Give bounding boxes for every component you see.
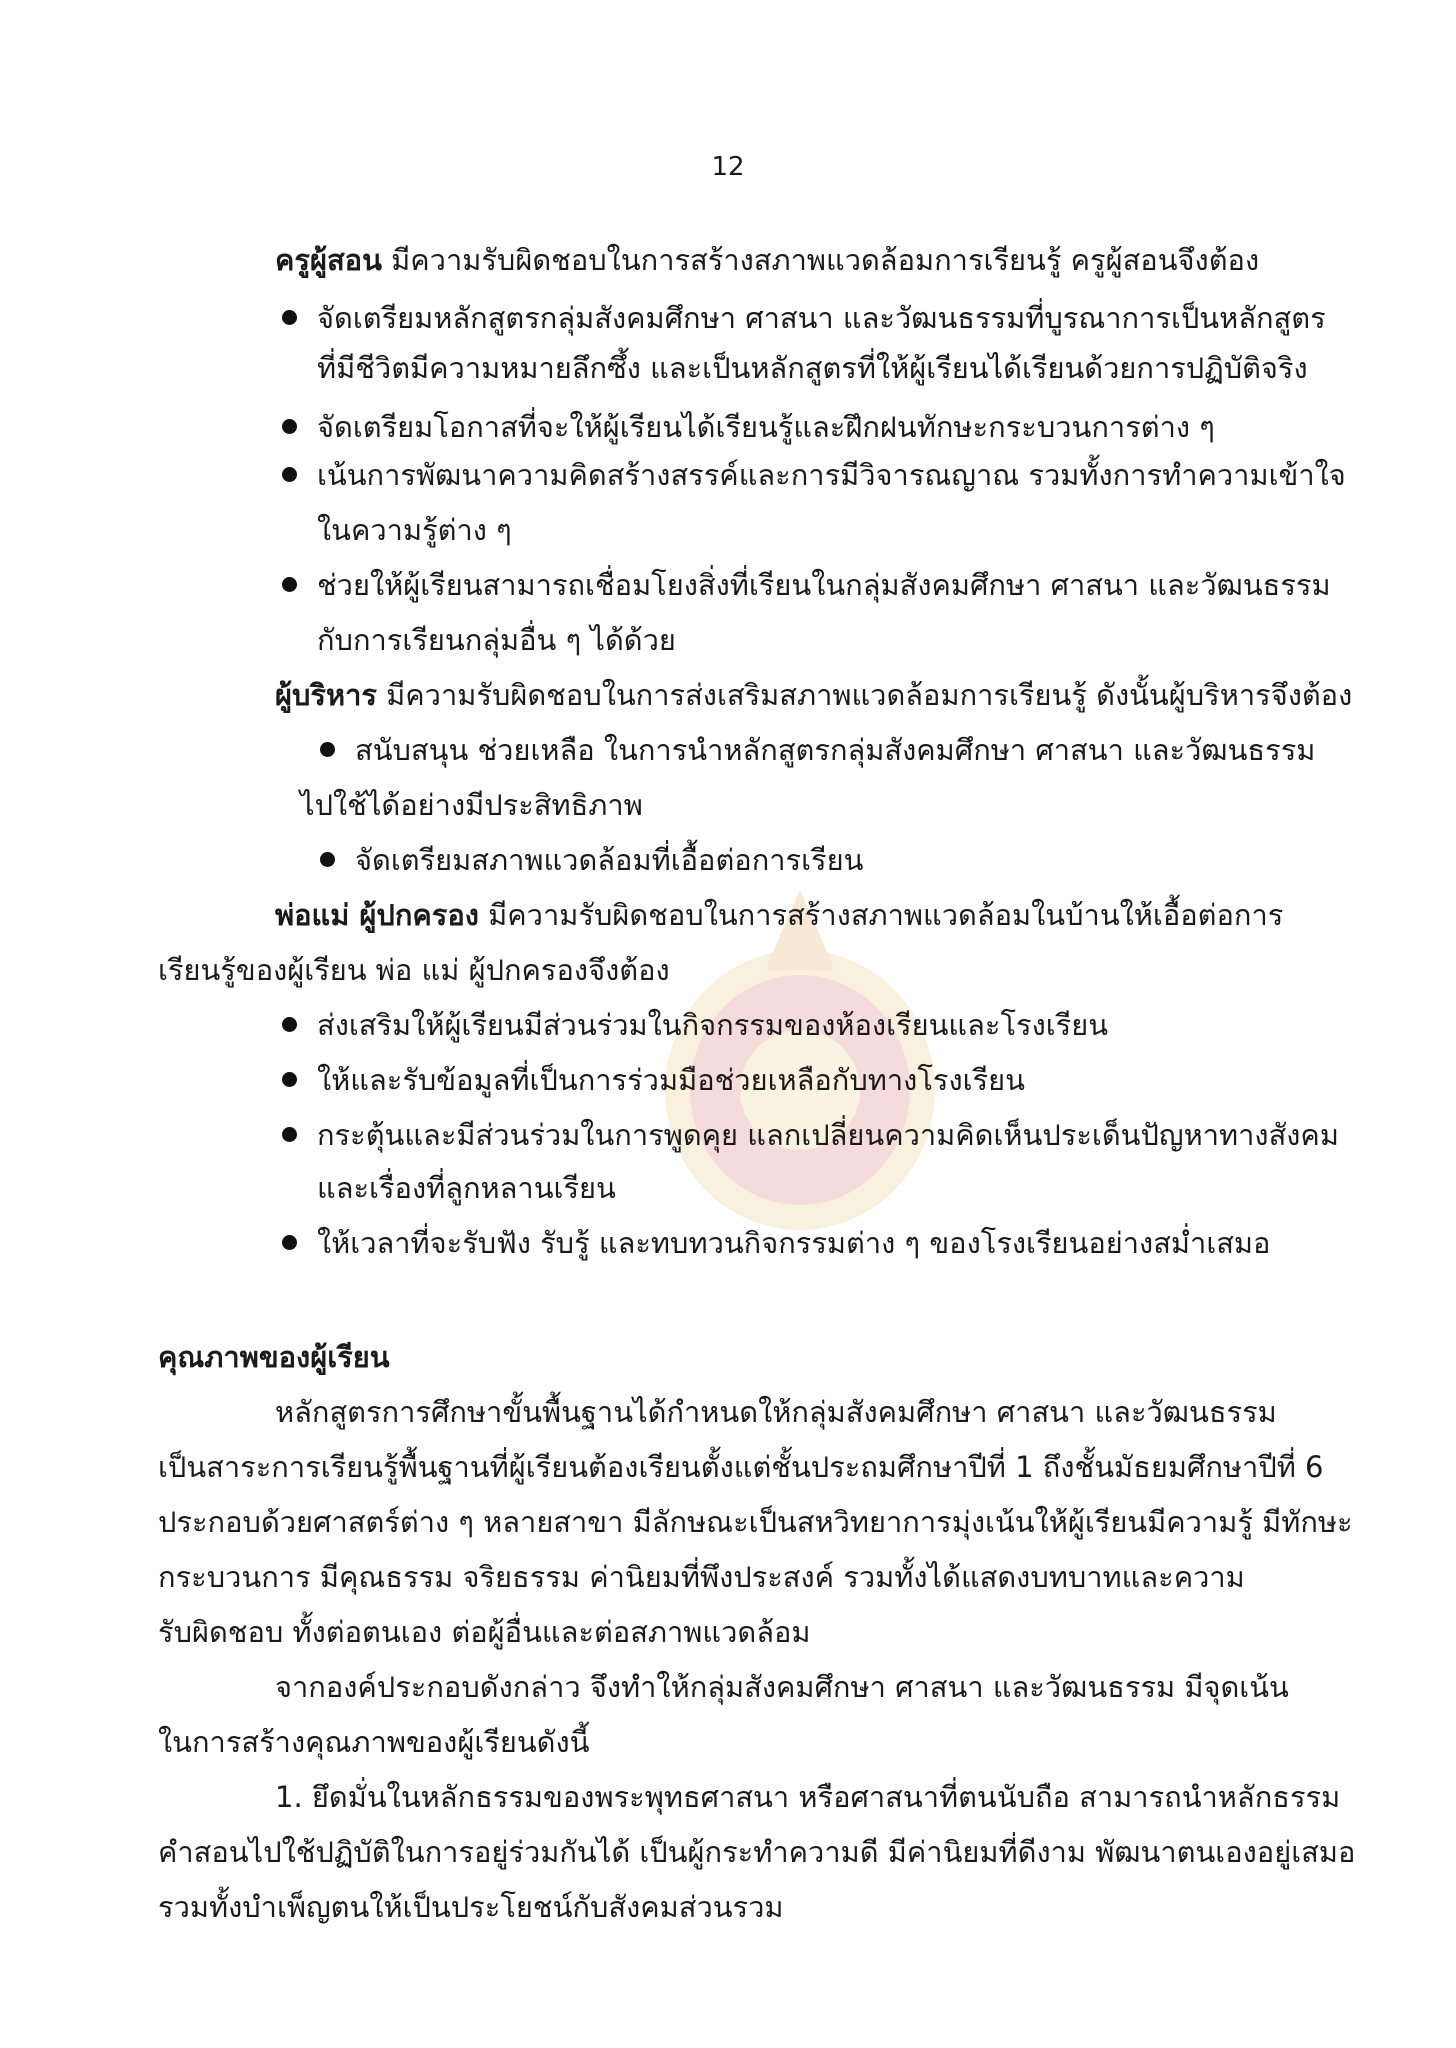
admin-intro: ผู้บริหาร มีความรับผิดชอบในการส่งเสริมสภาพแวดล้อมการเรียนรู้ ดังนั้นผู้บริหารจึงต้อง [275,678,1353,712]
bullet-icon [282,1235,297,1250]
bullet-icon [282,577,297,592]
section-heading: คุณภาพของผู้เรียน [158,1340,390,1374]
list-item-cont: ที่มีชีวิตมีความหมายลึกซึ้ง และเป็นหลักสูตรที่ให้ผู้เรียนได้เรียนด้วยการปฏิบัติจริง [317,351,1308,385]
bullet-icon [282,1127,297,1142]
bullet-icon [320,742,335,757]
list-item-cont: กับการเรียนกลุ่มอื่น ๆ ได้ด้วย [317,623,676,657]
paragraph-line: จากองค์ประกอบดังกล่าว จึงทำให้กลุ่มสังคมศึกษา ศาสนา และวัฒนธรรม มีจุดเน้น [275,1670,1289,1704]
bullet-icon [282,1072,297,1087]
paragraph-line: เป็นสาระการเรียนรู้พื้นฐานที่ผู้เรียนต้องเรียนตั้งแต่ชั้นประถมศึกษาปีที่ 1 ถึงชั้นมัธยมศึกษาปีที่ 6 [158,1450,1324,1484]
list-item: เน้นการพัฒนาความคิดสร้างสรรค์และการมีวิจารณญาณ รวมทั้งการทำความเข้าใจ [282,453,1346,497]
list-item-cont: และเรื่องที่ลูกหลานเรียน [317,1171,616,1205]
paragraph-line: คำสอนไปใช้ปฏิบัติในการอยู่ร่วมกันได้ เป็นผู้กระทำความดี มีค่านิยมที่ดีงาม พัฒนาตนเองอยู่เสมอ [158,1835,1356,1869]
list-item: จัดเตรียมสภาพแวดล้อมที่เอื้อต่อการเรียน [320,838,863,882]
list-item: ช่วยให้ผู้เรียนสามารถเชื่อมโยงสิ่งที่เรียนในกลุ่มสังคมศึกษา ศาสนา และวัฒนธรรม [282,563,1331,607]
admin-heading: ผู้บริหาร [275,678,377,712]
list-item: ให้เวลาที่จะรับฟัง รับรู้ และทบทวนกิจกรรมต่าง ๆ ของโรงเรียนอย่างสม่ำเสมอ [282,1221,1270,1265]
bullet-icon [282,467,297,482]
paragraph-line: กระบวนการ มีคุณธรรม จริยธรรม ค่านิยมที่พึงประสงค์ รวมทั้งได้แสดงบทบาทและความ [158,1560,1245,1594]
list-item: กระตุ้นและมีส่วนร่วมในการพูดคุย แลกเปลี่ยนความคิดเห็นประเด็นปัญหาทางสังคม [282,1113,1339,1157]
bullet-icon [320,852,335,867]
list-item: จัดเตรียมโอกาสที่จะให้ผู้เรียนได้เรียนรู้และฝึกฝนทักษะกระบวนการต่าง ๆ [282,405,1215,449]
parents-heading: พ่อแม่ ผู้ปกครอง [275,898,479,932]
paragraph-line: ประกอบด้วยศาสตร์ต่าง ๆ หลายสาขา มีลักษณะเป็นสหวิทยาการมุ่งเน้นให้ผู้เรียนมีความรู้ มีทักษะ [158,1505,1353,1539]
teacher-intro: ครูผู้สอน มีความรับผิดชอบในการสร้างสภาพแวดล้อมการเรียนรู้ ครูผู้สอนจึงต้อง [275,243,1260,277]
list-item: ให้และรับข้อมูลที่เป็นการร่วมมือช่วยเหลือกับทางโรงเรียน [282,1058,1025,1102]
page-number: 12 [711,152,745,182]
teacher-heading: ครูผู้สอน [275,243,382,277]
list-item: ส่งเสริมให้ผู้เรียนมีส่วนร่วมในกิจกรรมของห้องเรียนและโรงเรียน [282,1003,1108,1047]
paragraph-line: รวมทั้งบำเพ็ญตนให้เป็นประโยชน์กับสังคมส่วนรวม [158,1890,784,1924]
list-item: สนับสนุน ช่วยเหลือ ในการนำหลักสูตรกลุ่มสังคมศึกษา ศาสนา และวัฒนธรรม [320,728,1315,772]
bullet-icon [282,1017,297,1032]
list-item: จัดเตรียมหลักสูตรกลุ่มสังคมศึกษา ศาสนา และวัฒนธรรมที่บูรณาการเป็นหลักสูตร [282,296,1326,340]
list-item-cont: ในความรู้ต่าง ๆ [317,513,512,547]
parents-intro: พ่อแม่ ผู้ปกครอง มีความรับผิดชอบในการสร้างสภาพแวดล้อมในบ้านให้เอื้อต่อการ [275,898,1284,932]
paragraph-line: หลักสูตรการศึกษาขั้นพื้นฐานได้กำหนดให้กลุ่มสังคมศึกษา ศาสนา และวัฒนธรรม [275,1395,1277,1429]
bullet-icon [282,419,297,434]
paragraph-line: ในการสร้างคุณภาพของผู้เรียนดังนี้ [158,1725,590,1759]
paragraph-line: 1. ยึดมั่นในหลักธรรมของพระพุทธศาสนา หรือศาสนาที่ตนนับถือ สามารถนำหลักธรรม [275,1780,1341,1814]
paragraph-line: รับผิดชอบ ทั้งต่อตนเอง ต่อผู้อื่นและต่อสภาพแวดล้อม [158,1615,811,1649]
parents-intro-cont: เรียนรู้ของผู้เรียน พ่อ แม่ ผู้ปกครองจึงต้อง [158,953,670,987]
bullet-icon [282,310,297,325]
list-item-cont: ไปใช้ได้อย่างมีประสิทธิภาพ [300,788,643,822]
